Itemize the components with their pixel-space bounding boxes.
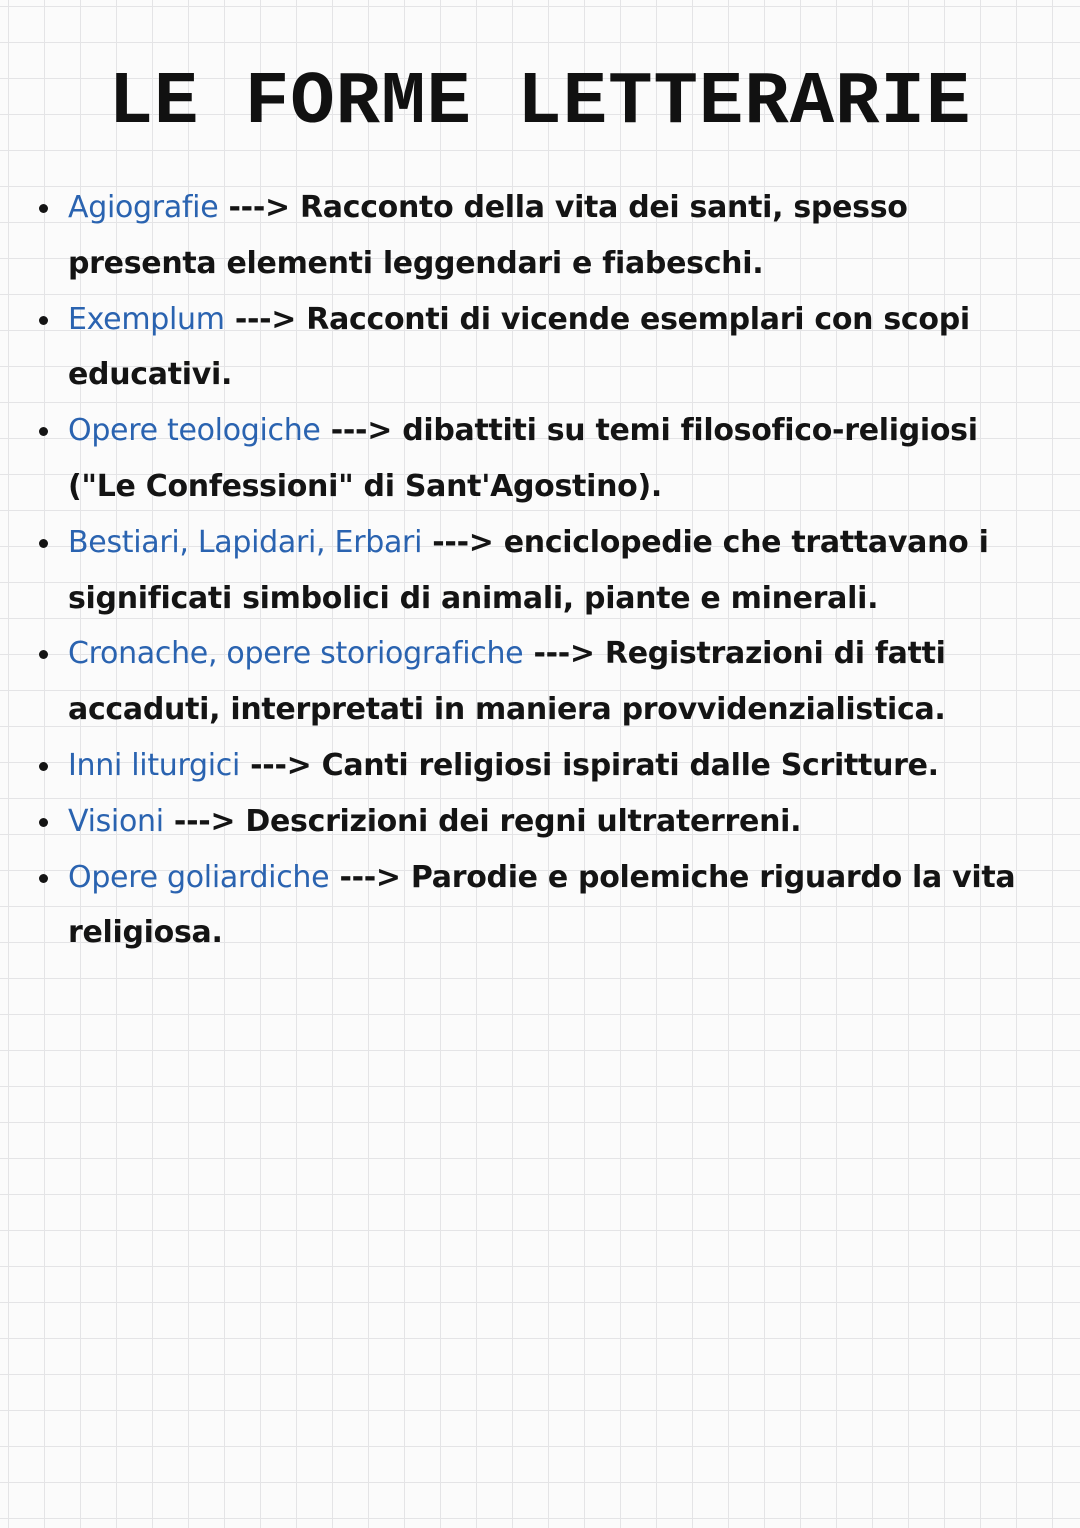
list-item [34,738,1054,794]
bullet-icon [39,874,48,883]
item-description: Parodie e polemiche riguardo la vita religiosa. [68,859,1016,951]
bullet-icon [39,539,48,548]
arrow-icon: ---> [523,636,605,672]
list-item [34,794,1054,850]
item-term: Agiografie [68,190,219,225]
bullet-icon [39,818,48,827]
list-item [34,403,1054,515]
page-title: LE FORME LETTERARIE [108,61,972,145]
item-term: Opere teologiche [68,413,321,449]
bullet-icon [39,316,48,325]
item-term: Bestiari, Lapidari, Erbari [68,524,423,560]
arrow-icon: ---> [224,301,307,337]
bullet-icon [39,762,48,771]
bullet-icon [39,650,48,659]
item-term: Opere goliardiche [68,859,330,895]
item-description: dibattiti su temi filosofico-religiosi ("Le Confessioni" di Sant'Agostino). [68,413,978,504]
item-term: Inni liturgici [68,747,241,783]
item-term: Exemplum [68,301,225,337]
list-item [34,180,1054,292]
arrow-icon: ---> [320,413,403,449]
item-description: enciclopedie che trattavano i significati simbolici di animali, piante e minerali. [68,524,989,616]
list-item [34,292,1054,404]
item-description: Canti religiosi ispirati dalle Scritture. [321,747,939,783]
arrow-icon: ---> [218,190,300,225]
item-description: Descrizioni dei regni ultraterreni. [245,803,802,839]
item-description: Registrazioni di fatti accaduti, interpretati in maniera provvidenzialistica. [68,636,946,728]
arrow-icon: ---> [163,803,246,839]
list-item [34,850,1054,962]
bullet-icon [39,427,48,436]
literary-forms-list [34,180,1054,961]
list-item [34,626,1054,738]
item-description: Racconto della vita dei santi, spesso presenta elementi leggendari e fiabeschi. [68,190,908,281]
item-term: Visioni [68,803,164,839]
list-item [34,515,1054,627]
arrow-icon: ---> [422,524,504,560]
arrow-icon: ---> [240,747,322,783]
item-term: Cronache, opere storiografiche [68,636,524,672]
item-description: Racconti di vicende esemplari con scopi educativi. [68,301,970,393]
arrow-icon: ---> [329,859,411,895]
bullet-icon [39,204,48,213]
